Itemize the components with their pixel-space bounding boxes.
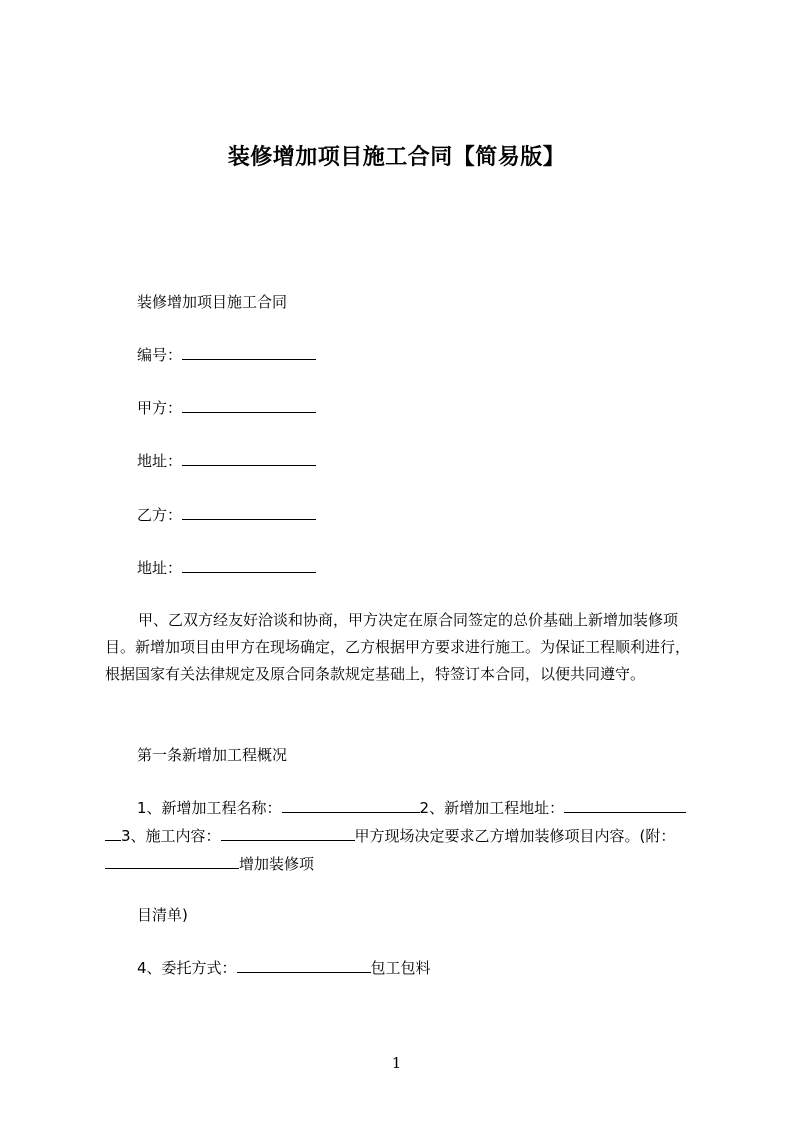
blank-line — [182, 451, 316, 466]
blank-line — [564, 798, 686, 813]
field-party-a-address — [137, 451, 316, 471]
item-1-label: 1、新增加工程名称： — [137, 799, 282, 817]
field-party-b — [137, 505, 316, 525]
field-label: 地址： — [137, 559, 183, 577]
blank-line — [182, 345, 316, 360]
article-1-heading: 第一条新增加工程概况 — [137, 746, 288, 764]
field-contract-number — [137, 345, 316, 365]
field-label: 乙方： — [137, 506, 183, 524]
blank-line — [105, 826, 121, 841]
blank-line — [105, 854, 239, 869]
field-party-a — [137, 398, 316, 418]
item-1-2-line — [137, 798, 686, 818]
item-3-text: 甲方现场决定要求乙方增加装修项目内容。(附： — [354, 827, 676, 845]
item-4-tail: 包工包料 — [370, 959, 431, 977]
field-label: 地址： — [137, 452, 183, 470]
item-3-line — [105, 826, 675, 846]
page-number: 1 — [391, 1054, 402, 1072]
contract-subtitle: 装修增加项目施工合同 — [137, 293, 288, 311]
item-3-list-end: 目清单) — [137, 906, 188, 924]
field-label: 编号： — [137, 346, 183, 364]
item-3-continued — [105, 854, 314, 874]
item-3-label: 3、施工内容： — [121, 827, 221, 845]
field-label: 甲方： — [137, 399, 183, 417]
item-3-tail: 增加装修项 — [239, 855, 315, 873]
item-2-label: 2、新增加工程地址： — [419, 799, 565, 817]
field-party-b-address — [137, 558, 316, 578]
item-4-line — [137, 958, 431, 978]
blank-line — [182, 558, 316, 573]
blank-line — [221, 826, 355, 841]
intro-paragraph: 甲、乙双方经友好洽谈和协商，甲方决定在原合同签定的总价基础上新增加装修项目。新增加项目由甲方在现场确定，乙方根据甲方要求进行施工。为保证工程顺利进行，根据国家有关法律规定及原合同条款规定基础上，特签订本合同，以便共同遵守。 — [105, 611, 691, 683]
blank-line — [182, 398, 316, 413]
blank-line — [237, 958, 371, 973]
blank-line — [282, 798, 420, 813]
item-4-label: 4、委托方式： — [137, 959, 237, 977]
document-title: 装修增加项目施工合同【简易版】 — [227, 145, 566, 170]
blank-line — [182, 505, 316, 520]
